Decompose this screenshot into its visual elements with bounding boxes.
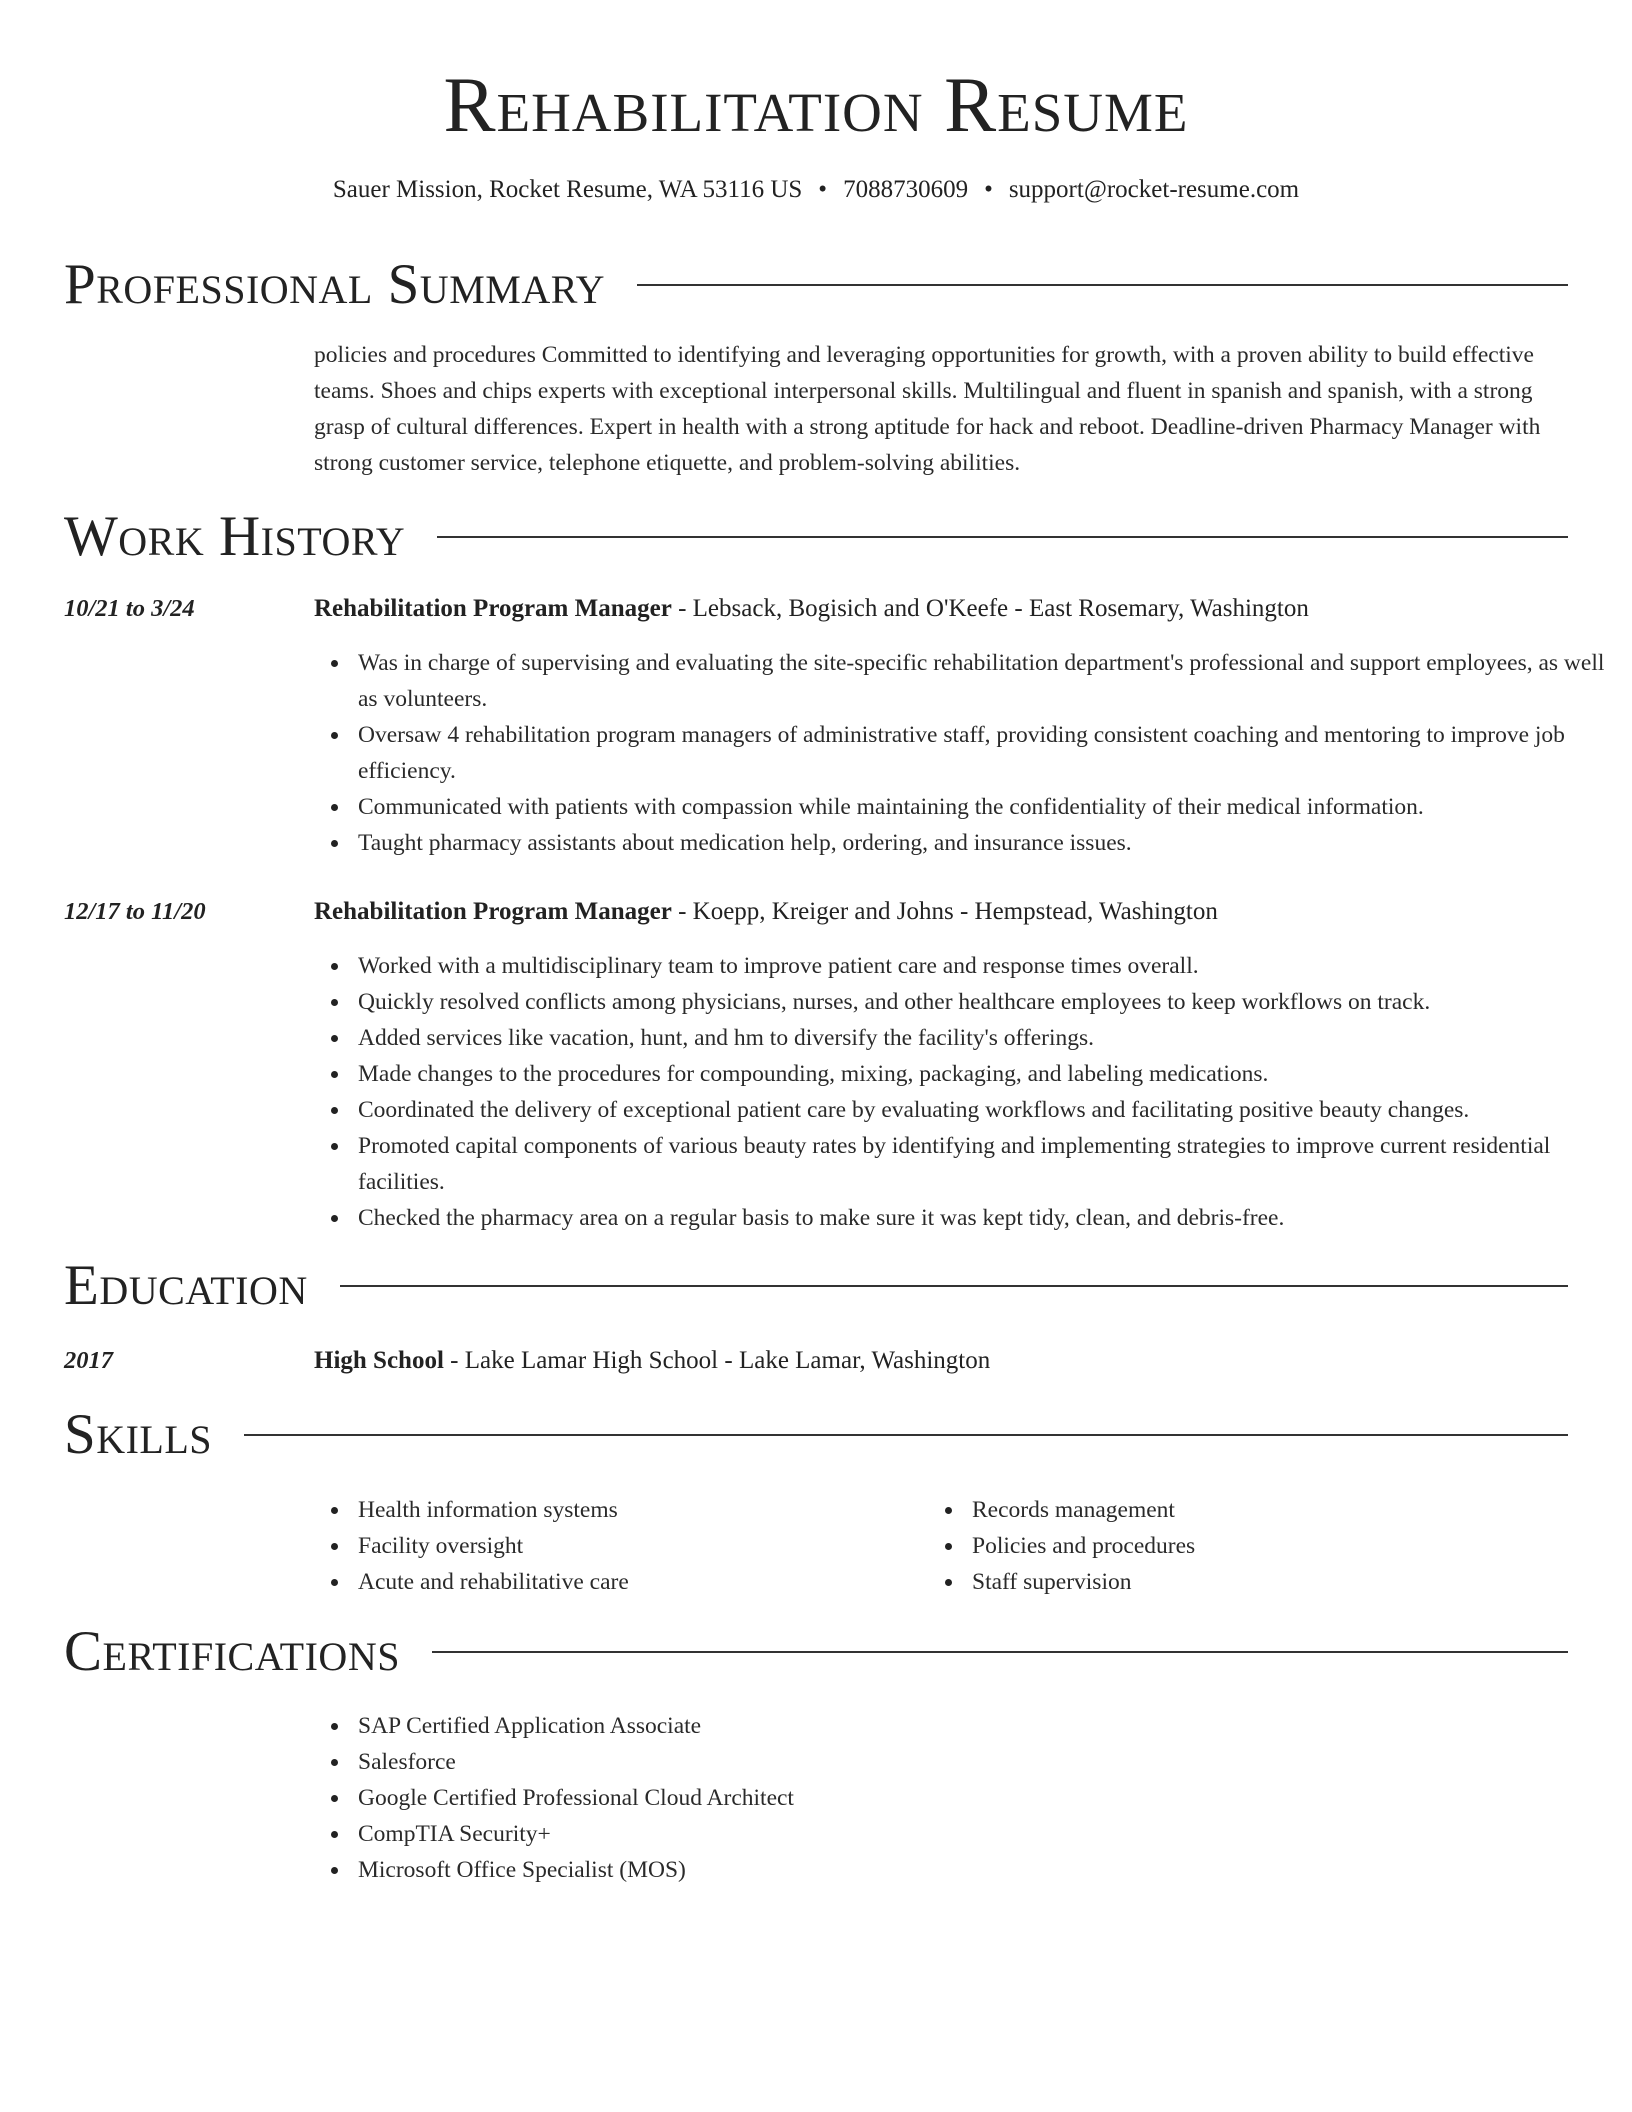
section-divider bbox=[437, 536, 1568, 538]
list-item: Communicated with patients with compassion while maintaining the confidentiality of their medical information. bbox=[358, 789, 1612, 825]
section-title-skills: Skills bbox=[64, 1403, 213, 1466]
skills-list-right bbox=[928, 1492, 1572, 1600]
certifications-list bbox=[314, 1708, 1612, 1888]
list-item: Salesforce bbox=[358, 1744, 1612, 1780]
job-duties-list bbox=[314, 948, 1612, 1236]
list-item: Promoted capital components of various beauty rates by identifying and implementing strategies to improve current residential facilities. bbox=[358, 1128, 1612, 1200]
education-year: 2017 bbox=[64, 1347, 113, 1374]
list-item: Staff supervision bbox=[972, 1564, 1572, 1600]
section-divider bbox=[340, 1285, 1568, 1287]
list-item: Health information systems bbox=[358, 1492, 958, 1528]
list-item: Checked the pharmacy area on a regular basis to make sure it was kept tidy, clean, and debris-free. bbox=[358, 1200, 1612, 1236]
section-divider bbox=[637, 284, 1568, 286]
section-header-work-history bbox=[64, 502, 1568, 572]
list-item: Records management bbox=[972, 1492, 1572, 1528]
list-item: Was in charge of supervising and evaluating the site-specific rehabilitation department's professional and support employees, as well as volunteers. bbox=[358, 645, 1612, 717]
list-item: SAP Certified Application Associate bbox=[358, 1708, 1612, 1744]
section-divider bbox=[244, 1434, 1568, 1436]
contact-separator: • bbox=[818, 176, 828, 203]
section-header-certifications bbox=[64, 1617, 1568, 1687]
list-item: CompTIA Security+ bbox=[358, 1816, 1612, 1852]
list-item: Coordinated the delivery of exceptional patient care by evaluating workflows and facilitating positive beauty changes. bbox=[358, 1092, 1612, 1128]
list-item: Microsoft Office Specialist (MOS) bbox=[358, 1852, 1612, 1888]
contact-email: support@rocket-resume.com bbox=[1008, 176, 1300, 203]
education-degree: High School bbox=[314, 1347, 444, 1374]
list-item: Added services like vacation, hunt, and hm to diversify the facility's offerings. bbox=[358, 1020, 1612, 1056]
job-employer-location: - Lebsack, Bogisich and O'Keefe - East Rosemary, Washington bbox=[671, 595, 1309, 622]
page-title: Rehabilitation Resume bbox=[443, 61, 1189, 148]
job-dates: 12/17 to 11/20 bbox=[64, 898, 206, 925]
section-header-summary bbox=[64, 250, 1568, 320]
section-title-education: Education bbox=[64, 1254, 308, 1317]
job-employer-location: - Koepp, Kreiger and Johns - Hempstead, Washington bbox=[671, 898, 1218, 925]
summary-text: policies and procedures Committed to identifying and leveraging opportunities for growth, with a proven ability to build effective teams. Shoes and chips experts with exceptional interpersonal skills. Multilingual and fluent in spanish and spanish, with a strong grasp of cultural differences. Expert in health with a strong aptitude for hack and reboot. Deadline-driven Pharmacy Manager with strong customer service, telephone etiquette, and problem-solving abilities. bbox=[314, 342, 1541, 476]
list-item: Policies and procedures bbox=[972, 1528, 1572, 1564]
contact-address: Sauer Mission, Rocket Resume, WA 53116 US bbox=[332, 176, 803, 203]
contact-line bbox=[0, 172, 1632, 208]
job-duties-list bbox=[314, 645, 1612, 861]
section-title-certifications: Certifications bbox=[64, 1620, 400, 1683]
contact-phone: 7088730609 bbox=[843, 176, 969, 203]
list-item: Google Certified Professional Cloud Architect bbox=[358, 1780, 1612, 1816]
job-title: Rehabilitation Program Manager bbox=[314, 595, 672, 622]
list-item: Quickly resolved conflicts among physicians, nurses, and other healthcare employees to keep workflows on track. bbox=[358, 984, 1612, 1020]
list-item: Acute and rehabilitative care bbox=[358, 1564, 958, 1600]
list-item: Taught pharmacy assistants about medication help, ordering, and insurance issues. bbox=[358, 825, 1612, 861]
skills-list-left bbox=[314, 1492, 958, 1600]
job-dates: 10/21 to 3/24 bbox=[64, 595, 195, 622]
section-header-education bbox=[64, 1251, 1568, 1321]
job-heading bbox=[314, 894, 1568, 930]
section-title-work-history: Work History bbox=[64, 505, 406, 568]
section-divider bbox=[432, 1651, 1568, 1653]
list-item: Oversaw 4 rehabilitation program managers of administrative staff, providing consistent coaching and mentoring to improve job efficiency. bbox=[358, 717, 1612, 789]
list-item: Made changes to the procedures for compounding, mixing, packaging, and labeling medications. bbox=[358, 1056, 1612, 1092]
job-title: Rehabilitation Program Manager bbox=[314, 898, 672, 925]
education-heading bbox=[314, 1343, 1568, 1379]
list-item: Worked with a multidisciplinary team to improve patient care and response times overall. bbox=[358, 948, 1612, 984]
section-header-skills bbox=[64, 1400, 1568, 1470]
job-heading bbox=[314, 591, 1568, 627]
section-title-summary: Professional Summary bbox=[64, 253, 606, 316]
education-school-location: - Lake Lamar High School - Lake Lamar, Washington bbox=[443, 1347, 991, 1374]
contact-separator: • bbox=[984, 176, 993, 203]
list-item: Facility oversight bbox=[358, 1528, 958, 1564]
